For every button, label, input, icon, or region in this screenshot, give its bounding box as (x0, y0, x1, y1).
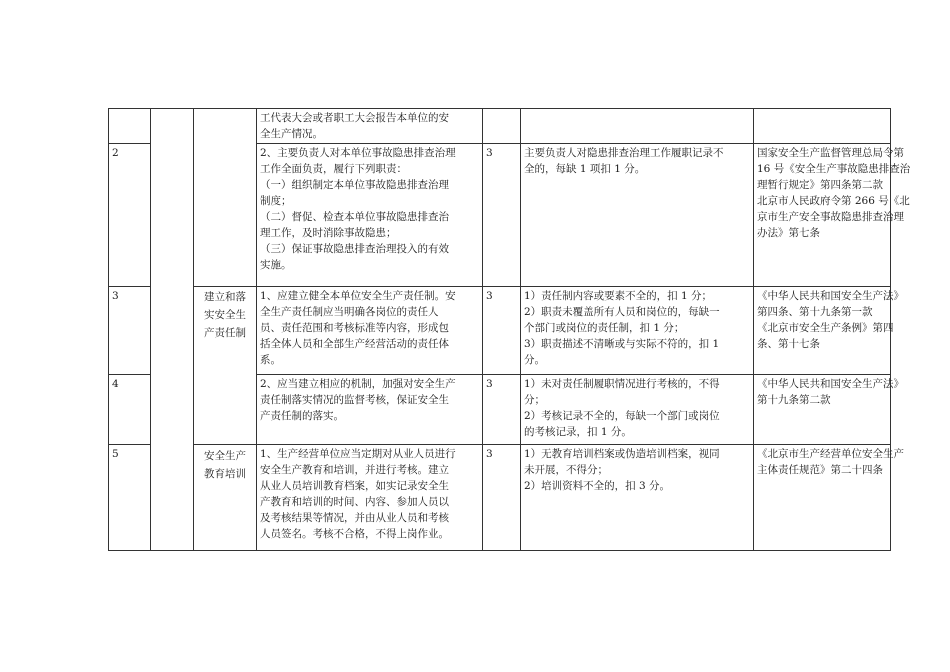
score-cell: 3 (483, 445, 521, 551)
table-row (109, 109, 891, 144)
row-number (109, 109, 151, 144)
requirement-cell: 1、生产经营单位应当定期对从业人员进行 安全生产教育和培训，并进行考核。建立 从业人员培训教育档案，如实记录安全生 产教育和培训的时间、内容、参加人员以 及考核结果等情况，并由从业人员和考核 人员签名。考核不合格，不得上岗作业。 (257, 445, 483, 551)
row-number: 3 (109, 287, 151, 375)
table-row (109, 445, 891, 551)
category-responsibility: 建立和落 实安全生 产责任制 (194, 287, 257, 445)
deduction-cell: 1）未对责任制履职情况进行考核的，不得 分； 2）考核记录不全的，每缺一个部门或岗位 的考核记录，扣 1 分。 (521, 375, 754, 445)
score-cell: 3 (483, 375, 521, 445)
row-number: 5 (109, 445, 151, 551)
requirement-cell: 1、应建立健全本单位安全生产责任制。安 全生产责任制应当明确各岗位的责任人 员、责任范围和考核标准等内容，形成包 括全体人员和全部生产经营活动的责任体 系。 (257, 287, 483, 375)
score-cell (483, 109, 521, 144)
basis-cell: 《中华人民共和国安全生产法》 第四条、第十九条第一款 《北京市安全生产条例》第四 条、第十七条 (754, 287, 891, 375)
basis-cell (754, 109, 891, 144)
requirement-cell: 工代表大会或者职工大会报告本单位的安 全生产情况。 (257, 109, 483, 144)
category-training: 安全生产 教育培训 (194, 445, 257, 551)
score-cell: 3 (483, 287, 521, 375)
deduction-cell: 1）责任制内容或要素不全的，扣 1 分； 2）职责未覆盖所有人员和岗位的，每缺一 个部门或岗位的责任制，扣 1 分； 3）职责描述不清晰或与实际不符的，扣 1 分。 (521, 287, 754, 375)
requirement-cell: 2、应当建立相应的机制，加强对安全生产 责任制落实情况的监督考核，保证安全生 产责任制的落实。 (257, 375, 483, 445)
deduction-cell: 主要负责人对隐患排查治理工作履职记录不 全的，每缺 1 项扣 1 分。 (521, 144, 754, 287)
score-cell: 3 (483, 144, 521, 287)
requirement-cell: 2、主要负责人对本单位事故隐患排查治理 工作全面负责，履行下列职责： （一）组织制定本单位事故隐患排查治理 制度； （二）督促、检查本单位事故隐患排查治 理工作，及时消除事故隐患； （三）保证事故隐患排查治理投入的有效 实施。 (257, 144, 483, 287)
inspection-standard-table (108, 108, 911, 551)
table-row (109, 287, 891, 375)
deduction-cell: 1）无教育培训档案或伪造培训档案，视同 未开展，不得分； 2）培训资料不全的，扣 3 分。 (521, 445, 754, 551)
basis-cell: 《北京市生产经营单位安全生产 主体责任规范》第二十四条 (754, 445, 891, 551)
basis-cell: 《中华人民共和国安全生产法》 第十九条第二款 (754, 375, 891, 445)
row-number: 2 (109, 144, 151, 287)
category-column (151, 109, 194, 551)
basis-cell: 国家安全生产监督管理总局令第 16 号《安全生产事故隐患排查治 理暂行规定》第四条第二款 北京市人民政府令第 266 号《北 京市生产安全事故隐患排查治理 办法》第七条 (754, 144, 891, 287)
row-number: 4 (109, 375, 151, 445)
deduction-cell (521, 109, 754, 144)
category-cell (194, 109, 257, 287)
